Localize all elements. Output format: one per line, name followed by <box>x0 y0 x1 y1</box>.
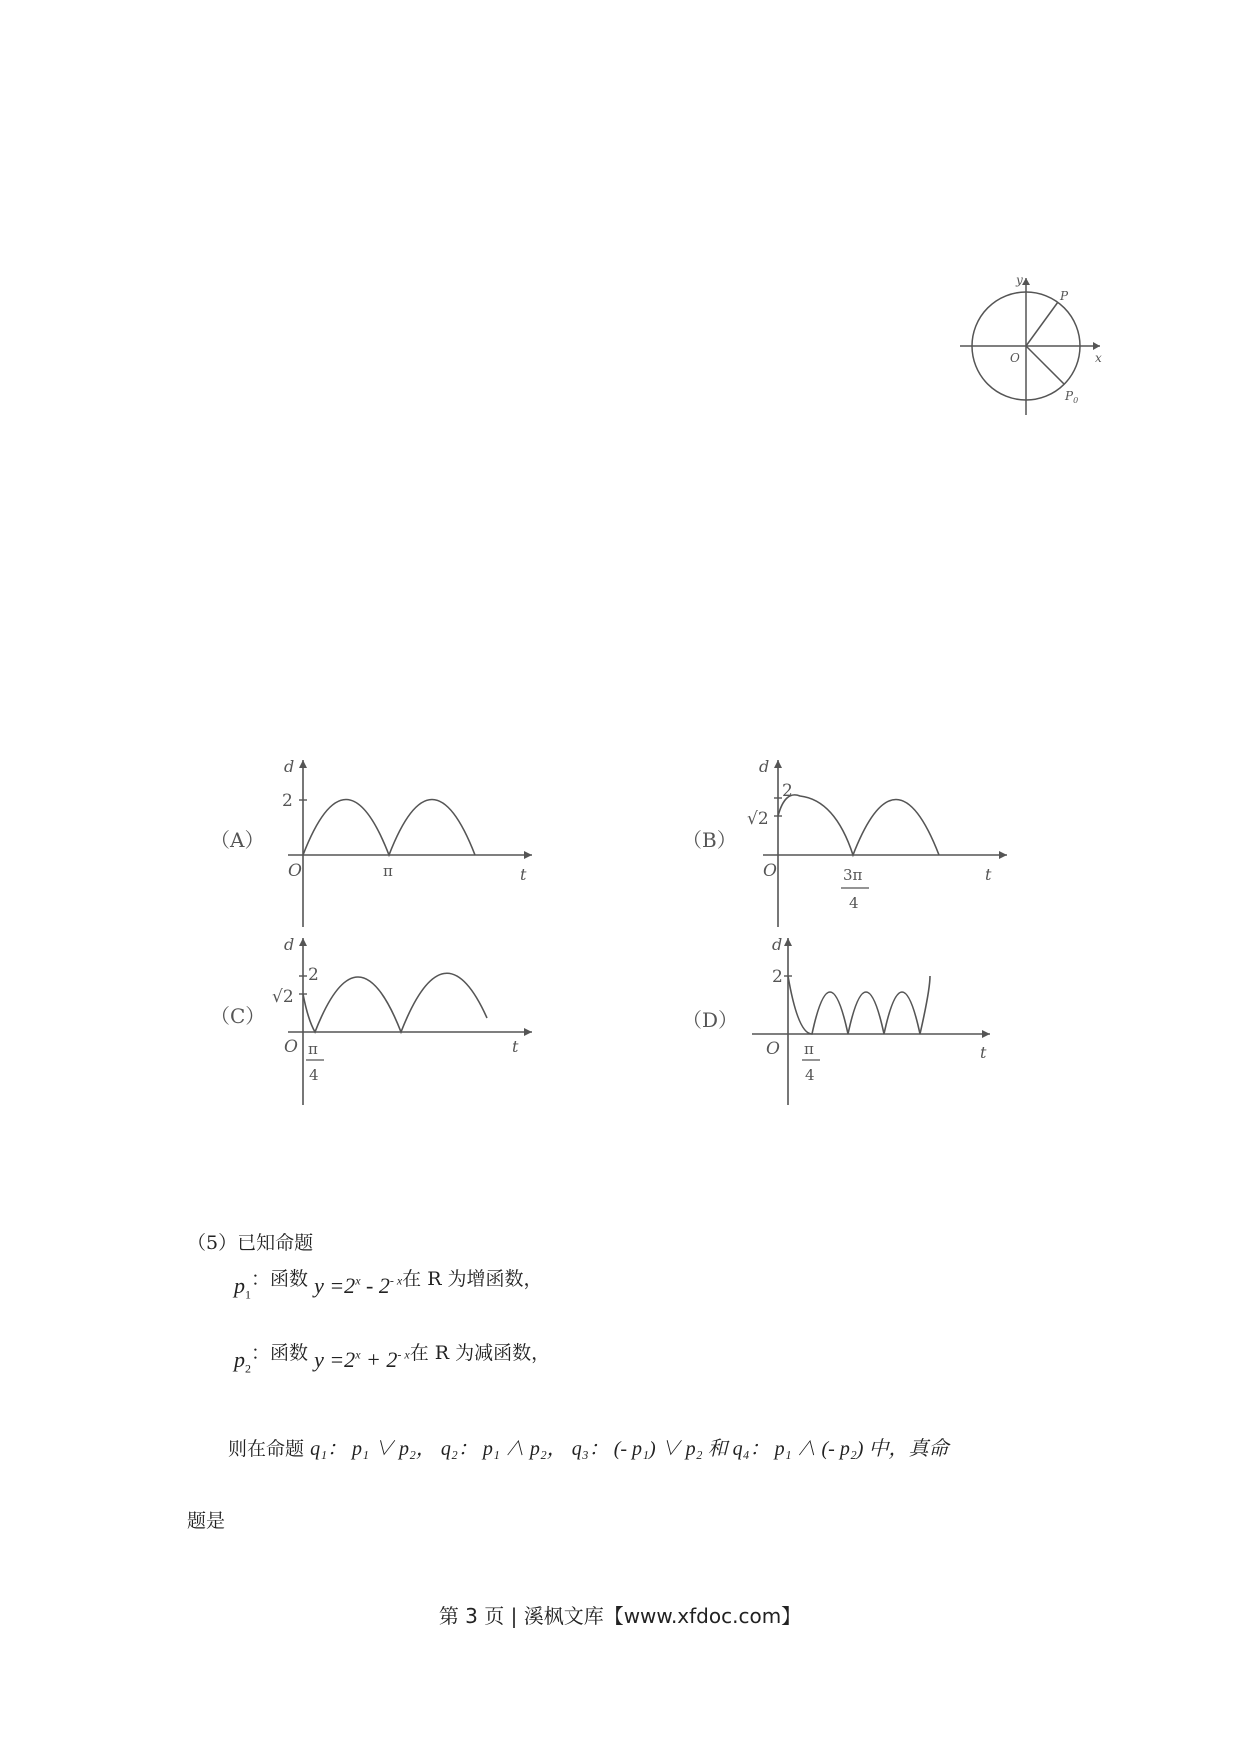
p2-formula: $y =2^x + 2^{- x}$ <box>314 1347 410 1372</box>
graph-c-curve <box>303 973 487 1032</box>
graph-b-x-arrow <box>999 851 1007 859</box>
graph-a-y-arrow <box>299 760 307 768</box>
proposition-p1: $p_1$：函数 $y =2^x - 2^{- x}$在 R 为增函数， <box>234 1268 543 1302</box>
graph-a-label: （A） <box>210 828 265 852</box>
graph-b-d-label: d <box>759 757 770 776</box>
circle-origin-label: O <box>1010 351 1020 365</box>
p2-symbol: $p_2$ <box>234 1347 251 1376</box>
graph-d-x-tick-den: 4 <box>805 1066 815 1084</box>
graph-b-label: （B） <box>682 828 737 852</box>
circle-p0-label: $P_0$ <box>1065 389 1079 405</box>
question-tail: 题是 <box>187 1510 226 1532</box>
then-text: 则在命题 <box>228 1438 305 1460</box>
graph-b-y-tick-sqrt2: √2 <box>747 809 769 829</box>
graph-d-origin: O <box>766 1039 780 1059</box>
graph-d-curve <box>788 976 930 1034</box>
graph-b-origin: O <box>763 861 777 881</box>
graph-d <box>750 930 1010 1115</box>
graph-c-y-arrow <box>299 938 307 946</box>
unit-circle-figure <box>950 270 1110 420</box>
graph-c-y-tick-sqrt2: √2 <box>272 987 294 1007</box>
graph-b-y-tick-2: 2 <box>782 781 793 801</box>
graph-d-t-label: t <box>980 1043 987 1062</box>
graph-c-x-tick-den: 4 <box>309 1066 319 1084</box>
graph-d-d-label: d <box>772 935 783 954</box>
graph-b-y-arrow <box>774 760 782 768</box>
graph-a-origin: O <box>288 861 302 881</box>
graph-b-t-label: t <box>985 865 992 884</box>
graph-c-t-label: t <box>512 1037 519 1056</box>
graph-c-x-tick-num: π <box>308 1040 318 1058</box>
radius-op0 <box>1026 346 1064 384</box>
radius-op <box>1026 302 1058 346</box>
graph-c <box>270 930 540 1115</box>
graph-d-x-arrow <box>982 1030 990 1038</box>
graph-c-x-arrow <box>524 1028 532 1036</box>
graph-d-x-tick-num: π <box>804 1040 814 1058</box>
graph-c-label: （C） <box>210 1004 266 1028</box>
graph-b-x-tick-num: 3π <box>843 866 863 884</box>
then-line <box>228 1432 948 1461</box>
circle-x-arrow <box>1093 342 1100 350</box>
circle-p-label: P <box>1060 289 1069 303</box>
graph-b-x-tick-den: 4 <box>849 894 859 912</box>
p1-formula: $y =2^x - 2^{- x}$ <box>314 1273 403 1298</box>
circle-y-label: y <box>1016 273 1023 287</box>
circle-x-label: x <box>1095 351 1102 365</box>
p1-symbol: $p_1$ <box>234 1273 251 1302</box>
circle-y-arrow <box>1022 278 1030 285</box>
graph-a-d-label: d <box>284 757 295 776</box>
graph-d-y-arrow <box>784 938 792 946</box>
graph-a-x-arrow <box>524 851 532 859</box>
graph-d-y-tick-2: 2 <box>772 967 783 987</box>
graph-a-x-tick-label: π <box>383 862 393 880</box>
graph-c-y-tick-2: 2 <box>308 965 319 985</box>
page-footer: 第 3 页 | 溪枫文库【www.xfdoc.com】 <box>438 1604 802 1628</box>
circle-p0-sub: 0 <box>1073 396 1079 405</box>
graph-a <box>270 752 540 937</box>
graph-b-curve <box>778 795 939 855</box>
graph-c-d-label: d <box>284 935 295 954</box>
question-intro: （5）已知命题 <box>187 1232 314 1254</box>
graph-a-t-label: t <box>520 865 527 884</box>
proposition-p2: $p_2$：函数 $y =2^x + 2^{- x}$在 R 为减函数， <box>234 1342 551 1376</box>
graph-b <box>745 752 1015 937</box>
graph-a-y-tick-label: 2 <box>282 791 293 811</box>
graph-a-curve <box>303 800 475 856</box>
q-list: q₁： p₁ ∨ p₂， q₂： p₁ ∧ p₂， q₃： (- p₁) ∨ p₂ 和 q₄： p₁ ∧ (- p₂) 中，真命 <box>310 1438 949 1460</box>
graph-c-origin: O <box>284 1037 298 1057</box>
graph-d-label: （D） <box>682 1008 739 1032</box>
